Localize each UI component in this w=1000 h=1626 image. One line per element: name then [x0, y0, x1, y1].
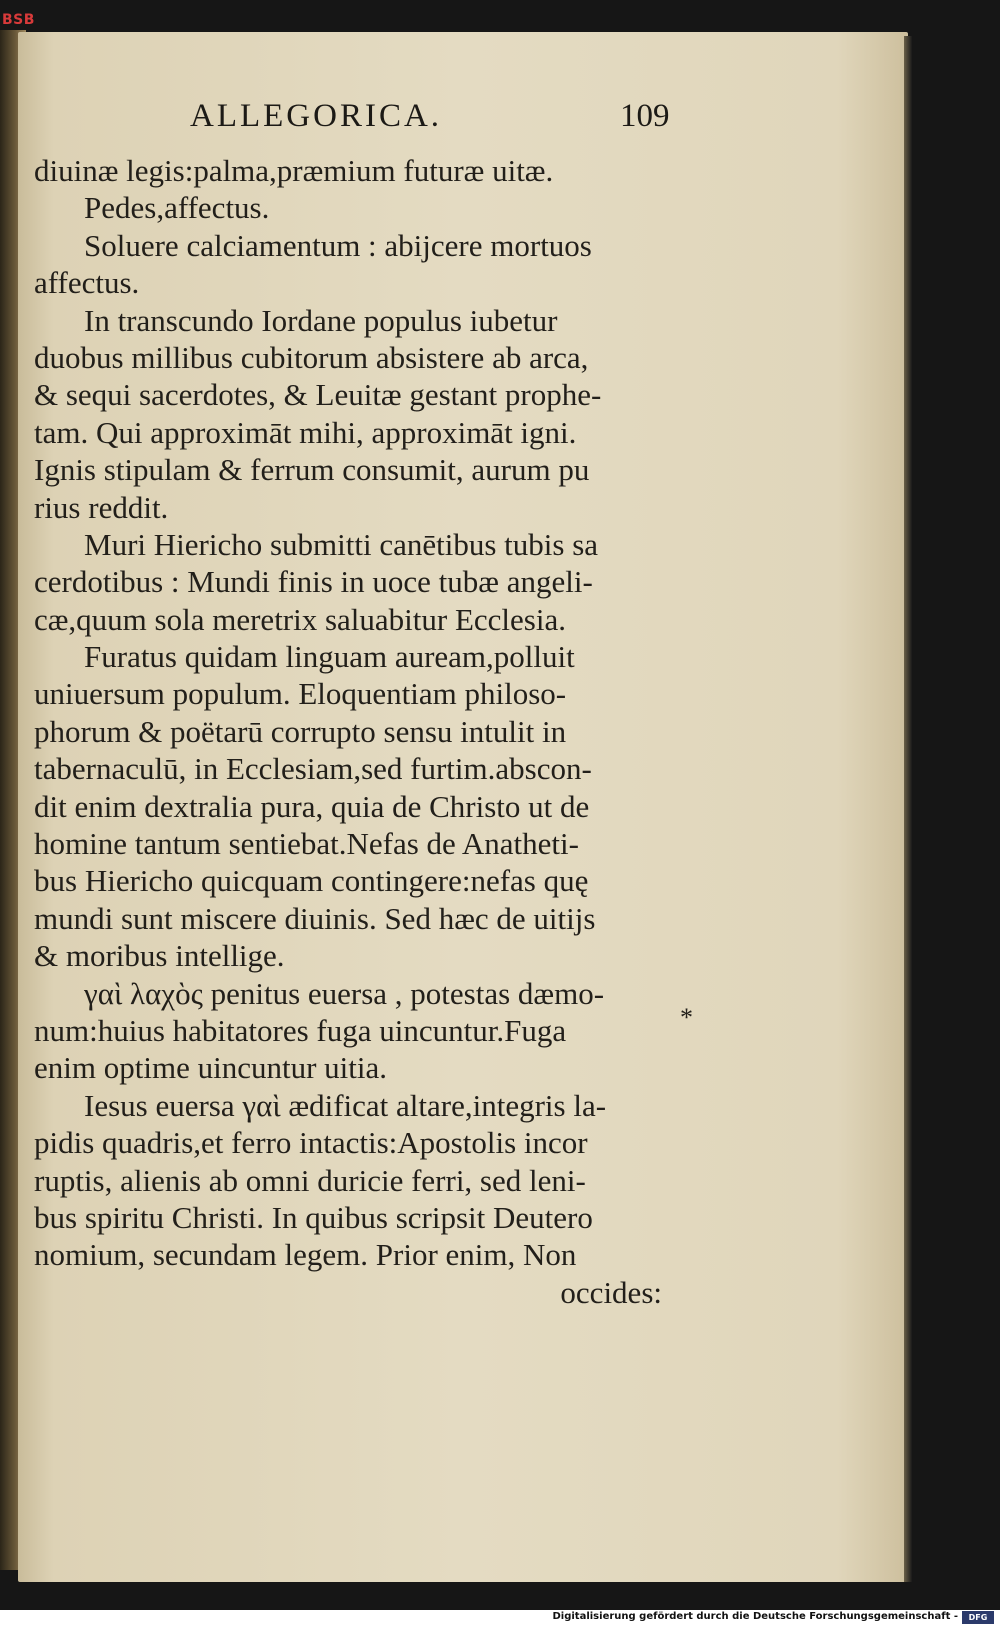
text-line: ruptis, alienis ab omni duricie ferri, sed leni- — [34, 1162, 586, 1198]
text-line: Iesus euersa γαὶ ædificat altare,integris la- — [84, 1087, 607, 1123]
text-line: Pedes,affectus. — [84, 190, 270, 226]
page-edge-shadow — [904, 36, 912, 1582]
body-text — [34, 152, 674, 1311]
text-line: bus Hiericho quicquam contingere:nefas quę — [34, 863, 589, 899]
text-line: homine tantum sentiebat.Nefas de Anatheti- — [34, 826, 579, 862]
text-line: bus spiritu Christi. In quibus scripsit Deutero — [34, 1199, 593, 1235]
running-head: ALLEGORICA. — [190, 98, 443, 134]
text-line: phorum & poëtarū corrupto sensu intulit in — [34, 713, 567, 749]
text-line: Ignis stipulam & ferrum consumit, aurum pu — [34, 452, 590, 488]
text-line: uniuersum populum. Eloquentiam philoso- — [34, 676, 567, 712]
text-line: nomium, secundam legem. Prior enim, Non — [34, 1237, 577, 1273]
text-line: mundi sunt miscere diuinis. Sed hæc de uitijs — [34, 900, 596, 936]
text-line: diuinæ legis:palma,præmium futuræ uitæ. — [34, 153, 554, 188]
margin-asterisk: * — [680, 1003, 693, 1032]
footer-credit: Digitalisierung gefördert durch die Deutsche Forschungsgemeinschaft - — [552, 1611, 958, 1622]
text-line: Furatus quidam linguam auream,polluit — [84, 639, 575, 675]
text-line: tabernaculū, in Ecclesiam,sed furtim.abscon- — [34, 751, 592, 787]
text-line: Muri Hiericho submitti canētibus tubis sa — [84, 526, 599, 562]
text-line: enim optime uincuntur uitia. — [34, 1050, 387, 1086]
library-mark: BSB — [2, 12, 35, 28]
text-line: pidis quadris,et ferro intactis:Apostolis incor — [34, 1125, 588, 1161]
text-line: duobus millibus cubitorum absistere ab arca, — [34, 339, 589, 375]
page-number: 109 — [620, 98, 670, 134]
catchword: occides: — [560, 1274, 662, 1310]
text-line: & moribus intellige. — [34, 938, 285, 974]
text-line: & sequi sacerdotes, & Leuitæ gestant prophe- — [34, 377, 602, 413]
text-line: num:huius habitatores fuga uincuntur.Fuga — [34, 1012, 567, 1048]
text-line: tam. Qui approximāt mihi, approximāt igni. — [34, 414, 577, 450]
dfg-logo: DFG — [962, 1611, 994, 1624]
text-line: dit enim dextralia pura, quia de Christo ut de — [34, 788, 590, 824]
text-line: cerdotibus : Mundi finis in uoce tubæ angeli- — [34, 564, 593, 600]
text-line: affectus. — [34, 265, 140, 301]
text-line: cæ,quum sola meretrix saluabitur Ecclesia. — [34, 601, 566, 637]
text-line: rius reddit. — [34, 489, 169, 525]
text-line: Soluere calciamentum : abijcere mortuos — [84, 227, 592, 263]
text-line: In transcundo Iordane populus iubetur — [84, 302, 558, 338]
text-line: γαὶ λαχὸς penitus euersa , potestas dæmo- — [84, 975, 605, 1011]
